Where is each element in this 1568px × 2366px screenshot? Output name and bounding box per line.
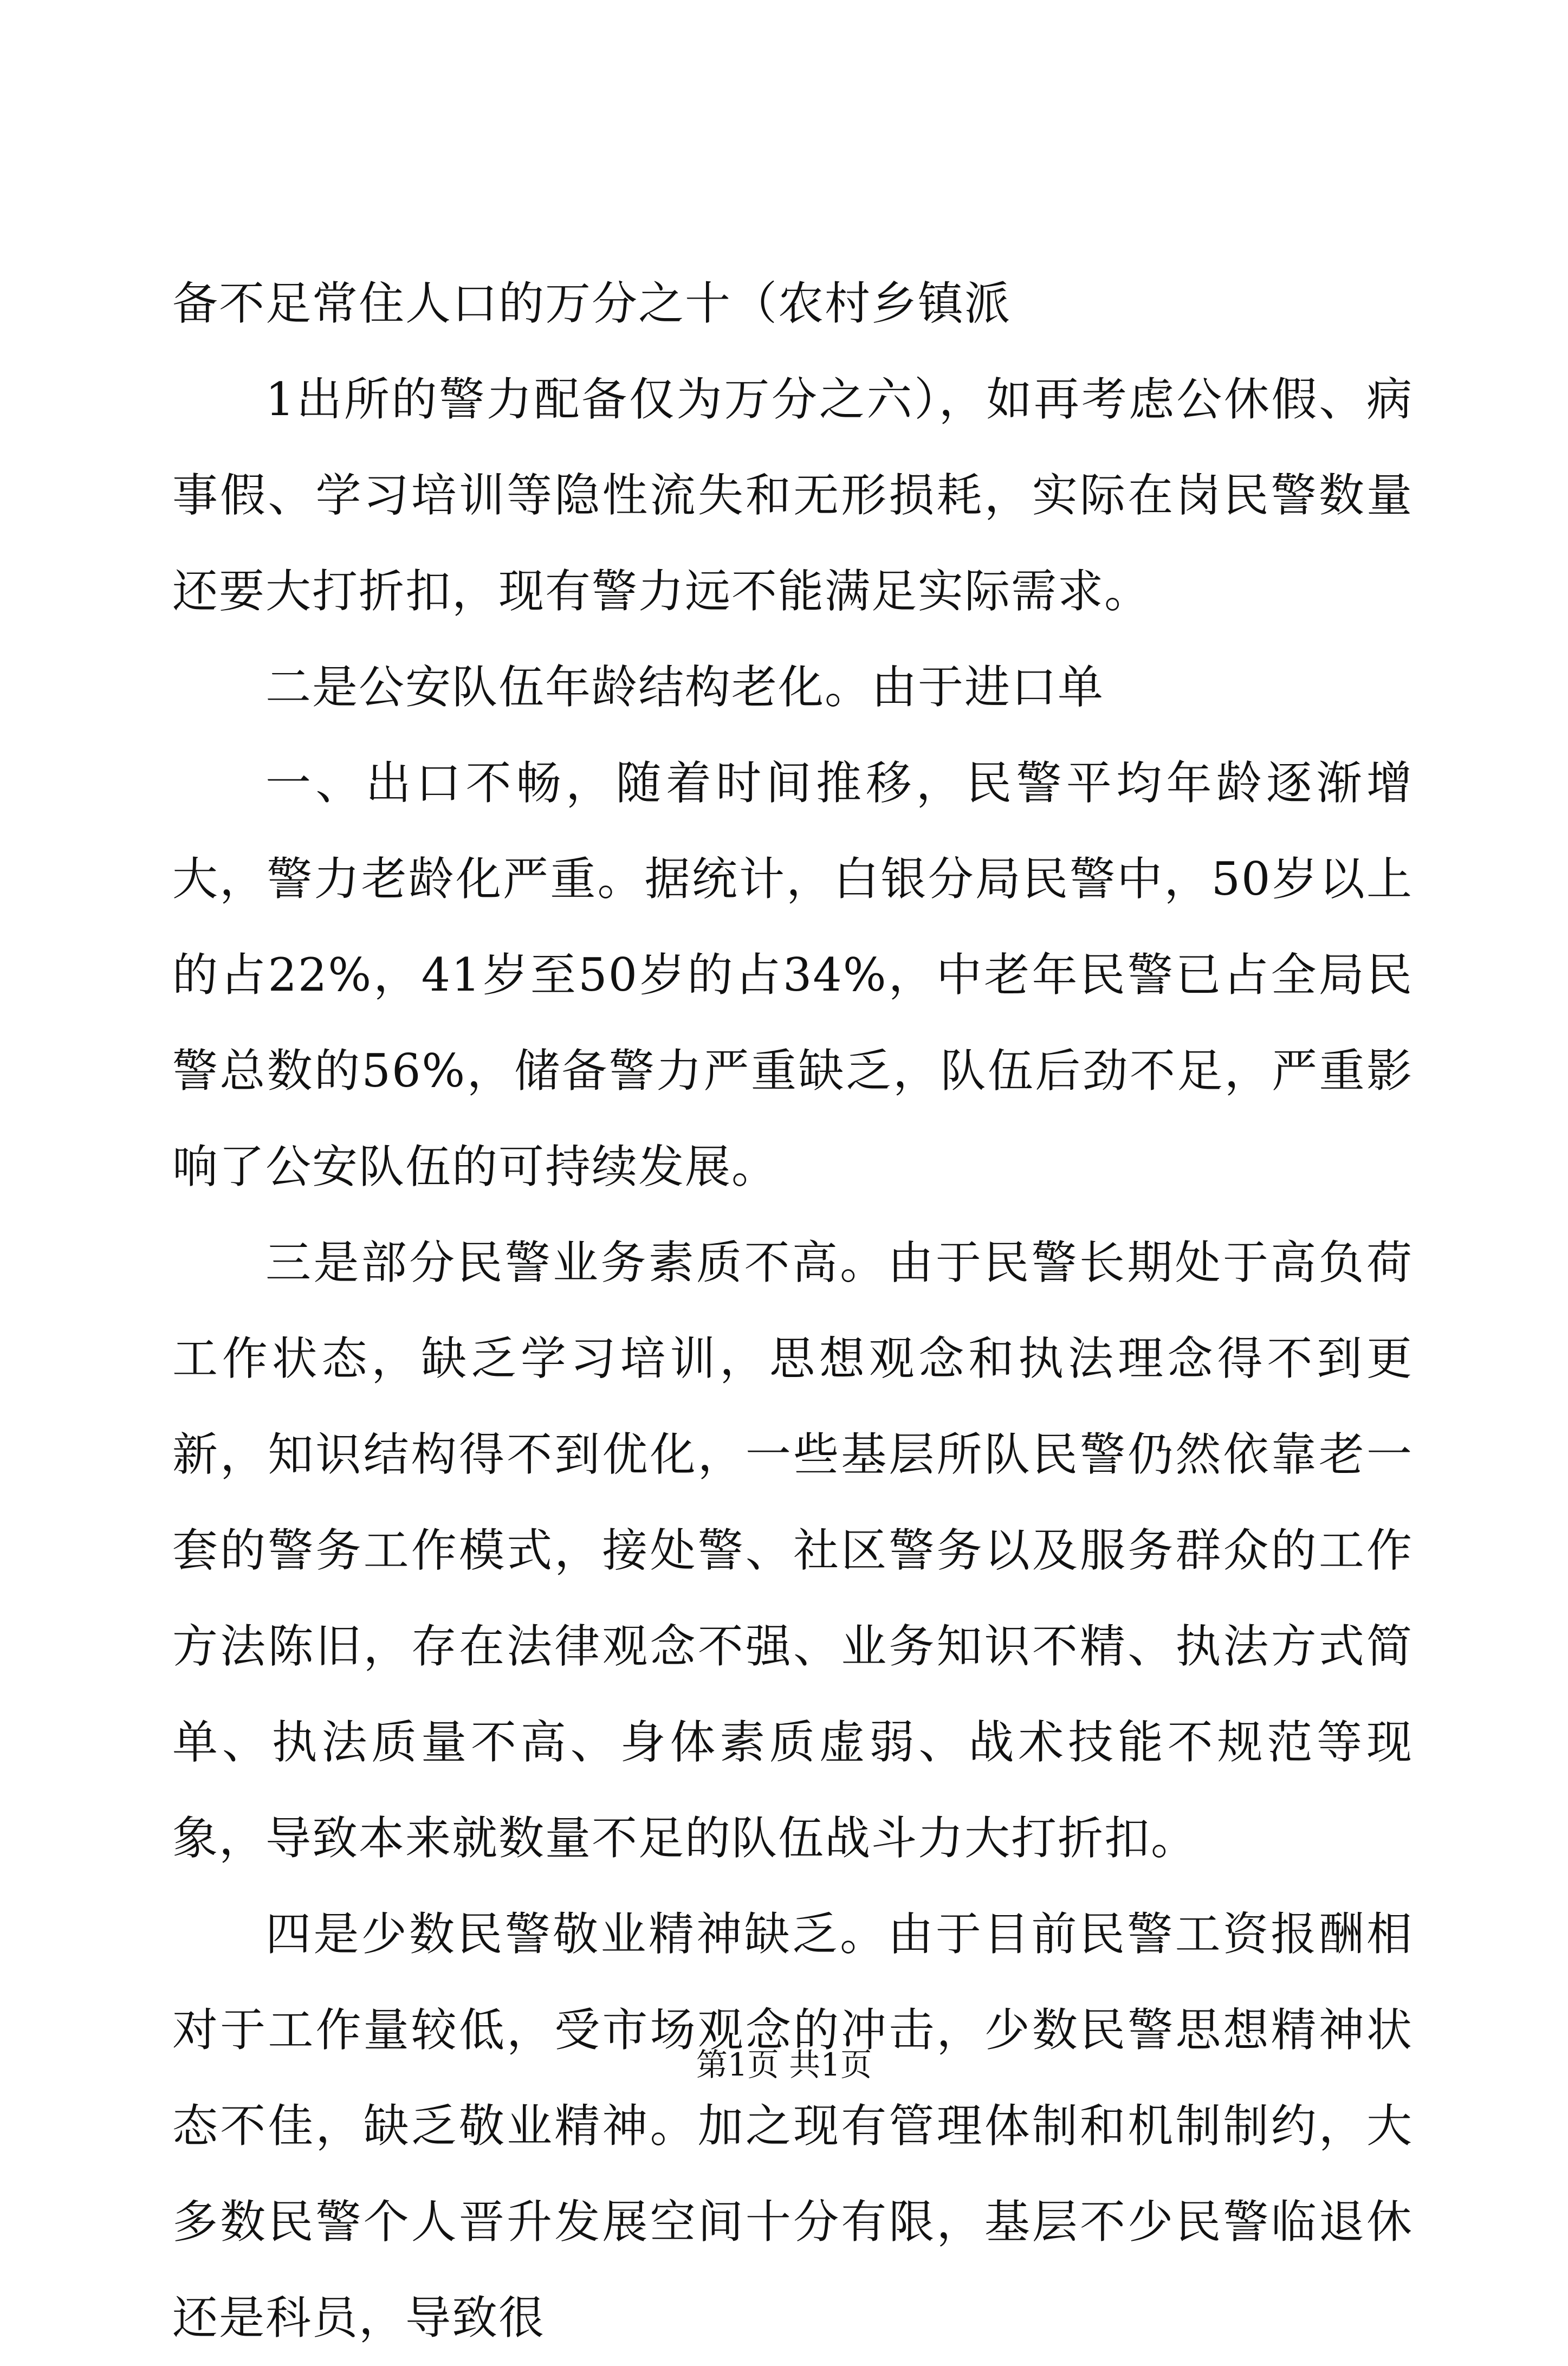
- paragraph-3: 二是公安队伍年龄结构老化。由于进口单: [265, 661, 1105, 714]
- paragraph-6: 四是少数民警敬业精神缺乏。由于目前民警工资报酬相对于工作量较低，受市场观念的冲击，少数民警思想精神状态不佳，缺乏敬业精神。加之现有管理体制和机制制约，大多数民警个人晋升发展空间十分有限，基层不少民警临退休还是科员，导致很: [172, 1908, 1413, 2344]
- paragraph-2: 1出所的警力配备仅为万分之六），如再考虑公休假、病事假、学习培训等隐性流失和无形损耗，实际在岗民警数量还要大打折扣，现有警力远不能满足实际需求。: [172, 373, 1413, 618]
- paragraph-1: 备不足常住人口的万分之十（农村乡镇派: [172, 277, 1012, 330]
- paragraph-4: 一、出口不畅，随着时间推移，民警平均年龄逐渐增大，警力老龄化严重。据统计，白银分局民警中，50岁以上的占22%，41岁至50岁的占34%，中老年民警已占全局民警总数的56%，储备警力严重缺乏，队伍后劲不足，严重影响了公安队伍的可持续发展。: [172, 757, 1413, 1193]
- paragraph-5: 三是部分民警业务素质不高。由于民警长期处于高负荷工作状态，缺乏学习培训，思想观念和执法理念得不到更新，知识结构得不到优化，一些基层所队民警仍然依靠老一套的警务工作模式，接处警、社区警务以及服务群众的工作方法陈旧，存在法律观念不强、业务知识不精、执法方式简单、执法质量不高、身体素质虚弱、战术技能不规范等现象，导致本来就数量不足的队伍战斗力大打折扣。: [172, 1236, 1413, 1865]
- page-footer: 第1页 共1页: [696, 2046, 872, 2083]
